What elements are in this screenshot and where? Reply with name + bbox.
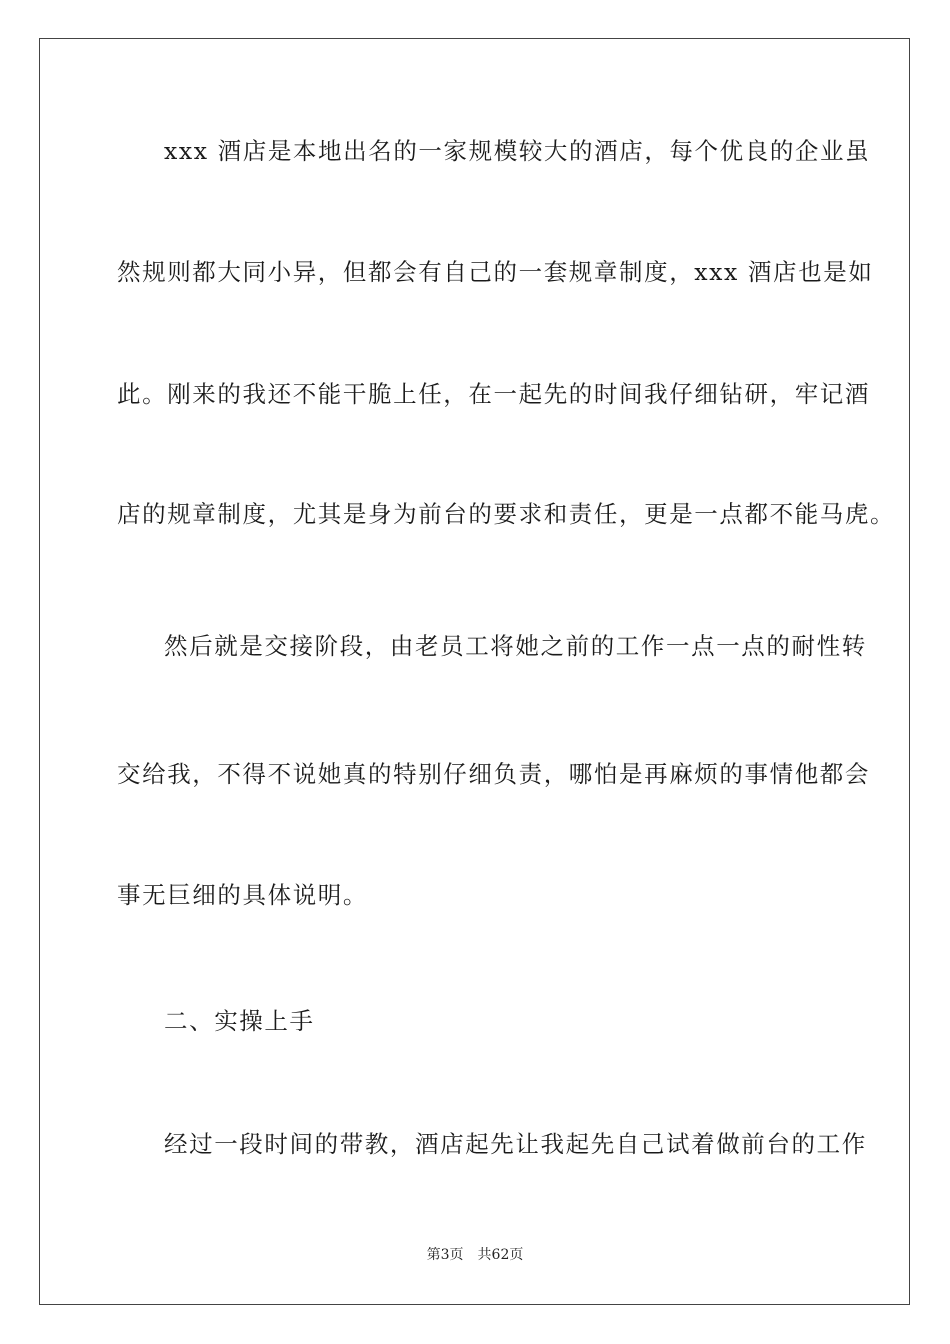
paragraph-line-3: 此。刚来的我还不能干脆上任，在一起先的时间我仔细钻研，牢记酒 [117, 380, 870, 408]
page-footer [0, 1246, 950, 1264]
paragraph-line-4: 店的规章制度，尤其是身为前台的要求和责任，更是一点都不能马虎。 [117, 500, 896, 528]
section-heading: 二、实操上手 [164, 1007, 315, 1035]
paragraph-line-7: 事无巨细的具体说明。 [117, 881, 368, 909]
page-border [39, 38, 910, 1305]
page-total: 共62页 [477, 1247, 524, 1263]
paragraph-line-1: xxx 酒店是本地出名的一家规模较大的酒店，每个优良的企业虽 [164, 137, 871, 165]
paragraph-line-9: 经过一段时间的带教，酒店起先让我起先自己试着做前台的工作 [164, 1130, 867, 1158]
paragraph-line-6: 交给我，不得不说她真的特别仔细负责，哪怕是再麻烦的事情他都会 [117, 760, 870, 788]
paragraph-line-2: 然规则都大同小异，但都会有自己的一套规章制度，xxx 酒店也是如 [117, 258, 874, 286]
page-number: 第3页 [426, 1247, 464, 1263]
paragraph-line-5: 然后就是交接阶段，由老员工将她之前的工作一点一点的耐性转 [164, 632, 867, 660]
